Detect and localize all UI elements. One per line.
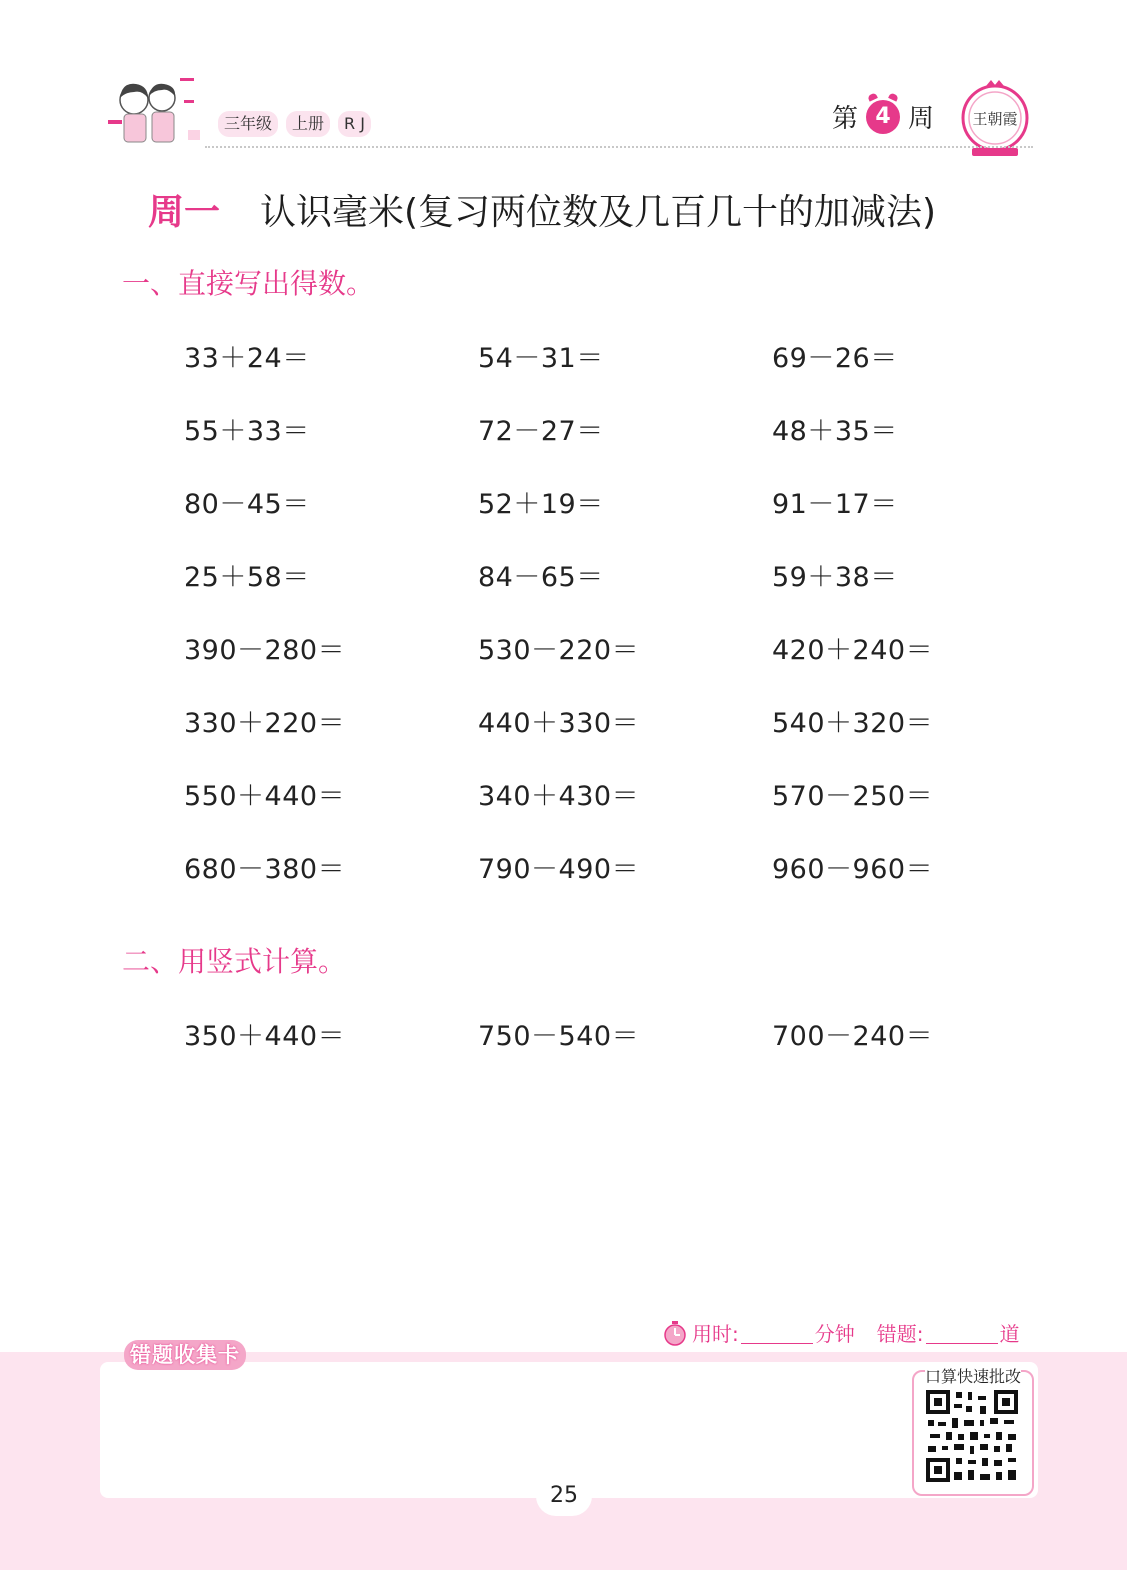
page-title <box>148 184 936 235</box>
seal-text: 王朝霞 <box>972 110 1018 128</box>
exercise-item: 59＋38＝ <box>772 562 898 593</box>
page-number: 25 <box>536 1476 592 1516</box>
exercise-item: 440＋330＝ <box>478 708 640 739</box>
title-topic: 认识毫米(复习两位数及几百几十的加减法) <box>260 192 937 233</box>
edition-tag: R J <box>338 111 371 137</box>
grade-tags <box>218 111 371 137</box>
errors-label: 错题: <box>876 1322 924 1346</box>
exercise-item: 69－26＝ <box>772 343 898 374</box>
week-number: 4 <box>866 100 900 134</box>
exercise-item: 750－540＝ <box>478 1021 640 1052</box>
exercise-item: 570－250＝ <box>772 781 934 812</box>
exercise-item: 530－220＝ <box>478 635 640 666</box>
exercise-item: 540＋320＝ <box>772 708 934 739</box>
title-day: 周一 <box>148 192 221 233</box>
exercise-item: 72－27＝ <box>478 416 604 447</box>
errors-blank[interactable] <box>926 1321 998 1344</box>
header-divider <box>205 146 1033 148</box>
exercise-item: 33＋24＝ <box>184 343 310 374</box>
grade-tag: 三年级 <box>218 111 278 137</box>
time-label: 用时: <box>692 1322 739 1346</box>
qr-label: 口算快速批改 <box>925 1364 1021 1387</box>
timing-record <box>662 1318 1020 1347</box>
exercise-item: 390－280＝ <box>184 635 346 666</box>
volume-tag: 上册 <box>286 111 330 137</box>
page-header <box>0 0 1127 170</box>
exercise-item: 91－17＝ <box>772 489 898 520</box>
exercise-item: 54－31＝ <box>478 343 604 374</box>
exercise-item: 52＋19＝ <box>478 489 604 520</box>
errors-unit: 道 <box>999 1322 1020 1346</box>
week-suffix: 周 <box>908 104 935 134</box>
section-two-heading: 二、用竖式计算。 <box>122 945 347 978</box>
exercise-item: 80－45＝ <box>184 489 310 520</box>
exercise-item: 25＋58＝ <box>184 562 310 593</box>
exercise-item: 680－380＝ <box>184 854 346 885</box>
children-mascot-icon <box>104 70 204 156</box>
exercise-item: 48＋35＝ <box>772 416 898 447</box>
exercise-item: 700－240＝ <box>772 1021 934 1052</box>
exercise-item: 84－65＝ <box>478 562 604 593</box>
time-blank[interactable] <box>741 1321 813 1344</box>
exercise-item: 330＋220＝ <box>184 708 346 739</box>
time-unit: 分钟 <box>814 1322 855 1346</box>
section-one-heading: 一、直接写出得数。 <box>122 267 375 300</box>
exercise-item: 340＋430＝ <box>478 781 640 812</box>
exercise-item: 55＋33＝ <box>184 416 310 447</box>
week-prefix: 第 <box>832 104 859 134</box>
stopwatch-icon <box>662 1320 688 1346</box>
exercise-item: 960－960＝ <box>772 854 934 885</box>
mistake-card-label: 错题收集卡 <box>124 1340 246 1370</box>
qr-code-icon[interactable] <box>924 1388 1020 1484</box>
exercise-item: 420＋240＝ <box>772 635 934 666</box>
exercise-item: 350＋440＝ <box>184 1021 346 1052</box>
exercise-item: 550＋440＝ <box>184 781 346 812</box>
exercise-item: 790－490＝ <box>478 854 640 885</box>
week-indicator <box>832 98 934 135</box>
